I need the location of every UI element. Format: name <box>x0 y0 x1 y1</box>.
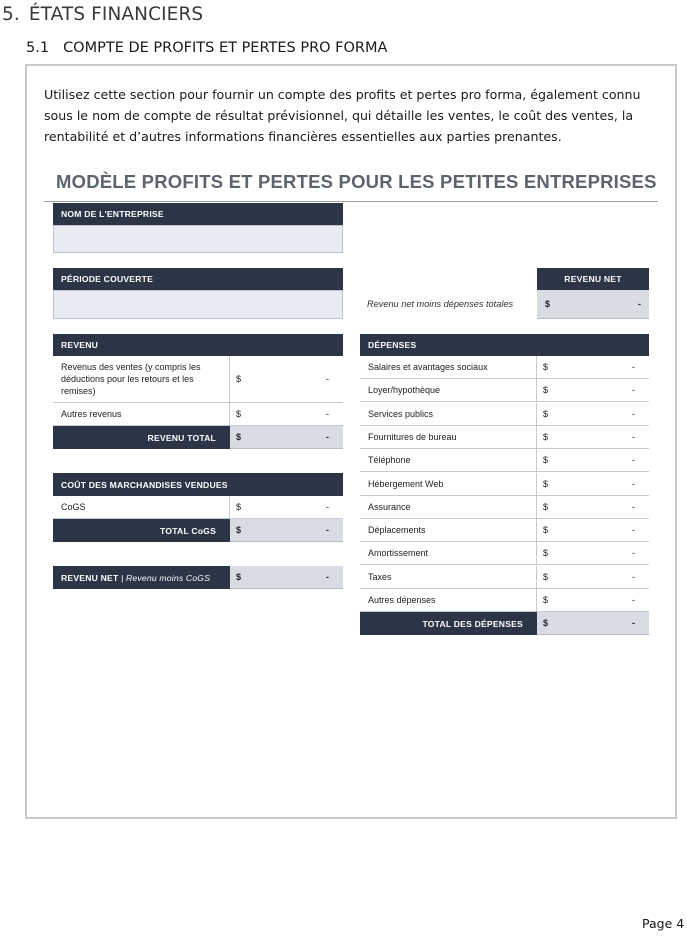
period-input[interactable] <box>53 290 343 319</box>
revenue-row-label: Revenus des ventes (y compris les déductions pour les retours et les remises) <box>53 356 230 403</box>
section-heading: 5. ÉTATS FINANCIERS <box>2 4 204 25</box>
expense-row-value[interactable]: $ - <box>537 449 649 472</box>
expense-row-label: Déplacements <box>360 519 537 542</box>
expense-row-label: Services publics <box>360 403 537 426</box>
expenses-header: DÉPENSES <box>360 334 649 356</box>
revenue-header: REVENU <box>53 334 343 356</box>
expense-row-label: Hébergement Web <box>360 473 537 496</box>
cogs-total-label: TOTAL CoGS <box>53 519 230 542</box>
revenue-row-value[interactable]: $ - <box>230 356 343 403</box>
net-revenue-row-value[interactable]: $ - <box>230 566 343 589</box>
expense-row-value[interactable]: $ - <box>537 519 649 542</box>
cogs-total-value[interactable]: $ - <box>230 519 343 542</box>
expense-row-value[interactable]: $ - <box>537 473 649 496</box>
intro-paragraph: Utilisez cette section pour fournir un compte des profits et pertes pro forma, également connu sous le nom de compte de résultat prévisionnel, qui détaille les ventes, le coût des ventes, la rentabilité et d’autres informations financières essentielles aux parties prenantes. <box>44 87 641 144</box>
expense-row-value[interactable]: $ - <box>537 426 649 449</box>
template-title: MODÈLE PROFITS ET PERTES POUR LES PETITES ENTREPRISES <box>56 171 657 192</box>
expense-row-label: Autres dépenses <box>360 589 537 612</box>
revenue-total-value[interactable]: $ - <box>230 426 343 449</box>
expense-row-value[interactable]: $ - <box>537 403 649 426</box>
revenue-total-label: REVENU TOTAL <box>53 426 230 449</box>
expense-row-label: Loyer/hypothèque <box>360 379 537 402</box>
expense-row-label: Amortissement <box>360 542 537 565</box>
company-header: NOM DE L'ENTREPRISE <box>53 203 343 225</box>
cogs-header: COÛT DES MARCHANDISES VENDUES <box>53 473 343 496</box>
expense-row-value[interactable]: $ - <box>537 542 649 565</box>
expense-row-value[interactable]: $ - <box>537 589 649 612</box>
revenue-row-label: Autres revenus <box>53 403 230 426</box>
period-header: PÉRIODE COUVERTE <box>53 268 343 290</box>
cogs-row-label: CoGS <box>53 496 230 519</box>
expense-row-value[interactable]: $ - <box>537 379 649 402</box>
net-revenue-label: Revenu net moins dépenses totales <box>367 299 514 309</box>
subsection-heading: 5.1 COMPTE DE PROFITS ET PERTES PRO FORMA <box>26 40 388 56</box>
cogs-row-value[interactable]: $ - <box>230 496 343 519</box>
expense-row-value[interactable]: $ - <box>537 356 649 379</box>
expenses-total-label: TOTAL DES DÉPENSES <box>360 612 537 635</box>
expense-row-value[interactable]: $ - <box>537 496 649 519</box>
expense-row-label: Fournitures de bureau <box>360 426 537 449</box>
net-revenue-value[interactable]: $ - <box>537 290 649 319</box>
expenses-total-value[interactable]: $ - <box>537 612 649 635</box>
expense-row-label: Assurance <box>360 496 537 519</box>
net-revenue-header: REVENU NET <box>537 268 649 290</box>
expense-row-label: Salaires et avantages sociaux <box>360 356 537 379</box>
page-number: Page 4 <box>642 916 685 931</box>
expense-row-value[interactable]: $ - <box>537 566 649 589</box>
title-divider <box>44 201 658 202</box>
company-input[interactable] <box>53 225 343 253</box>
expense-row-label: Taxes <box>360 566 537 589</box>
revenue-row-value[interactable]: $ - <box>230 403 343 426</box>
expense-row-label: Téléphone <box>360 449 537 472</box>
net-revenue-row-label: REVENU NET | Revenu moins CoGS <box>53 566 230 589</box>
